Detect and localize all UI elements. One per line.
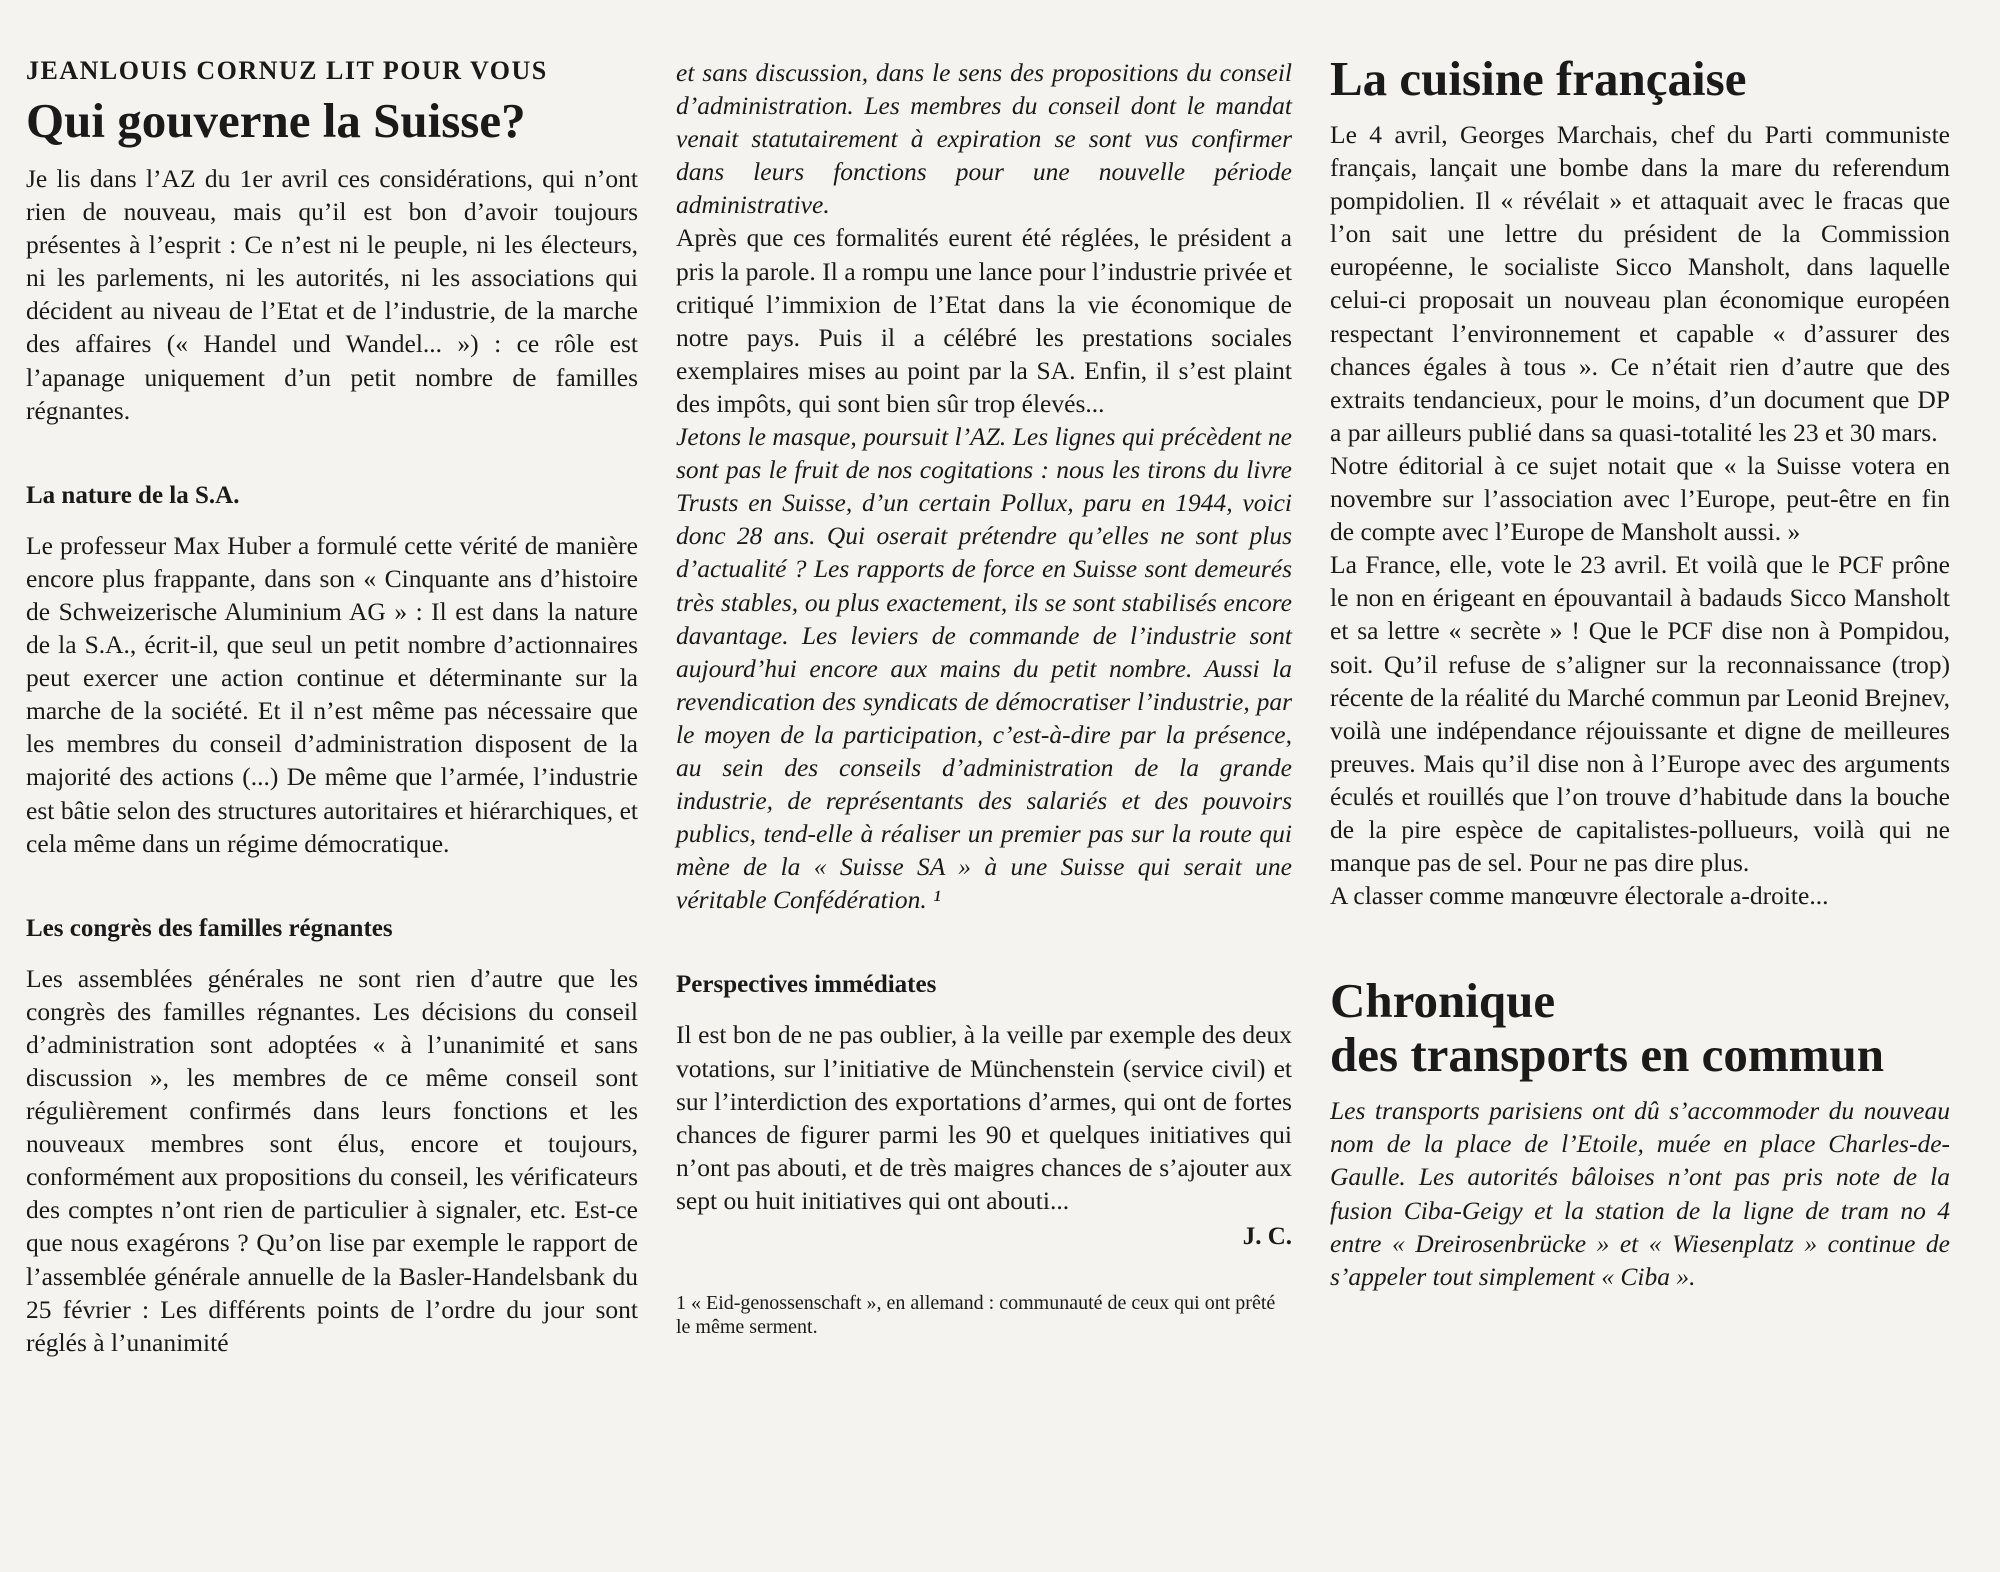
- paragraph: A classer comme manœuvre électorale a-droite...: [1330, 881, 1829, 911]
- subheading: Les congrès des familles régnantes: [26, 914, 393, 942]
- article-kicker: JEANLOUIS CORNUZ LIT POUR VOUS: [26, 56, 548, 85]
- footnote: 1 « Eid-genossenschaft », en allemand : communauté de ceux qui ont prêté le même serment.: [676, 1292, 1276, 1338]
- paragraph: Il est bon de ne pas oublier, à la veille par exemple des deux votations, sur l’initiative de Münchenstein (service civil) et sur l’interdiction des exportations d’armes, qui ont de fortes chances de figurer parmi les 90 et quelques initiatives qui n’ont pas abouti, et de très maigres chances de s’ajouter aux sept ou huit initiatives qui ont abouti...: [676, 1020, 1292, 1215]
- subheading: Perspectives immédiates: [676, 971, 937, 999]
- paragraph: La France, elle, vote le 23 avril. Et voilà que le PCF prône le non en érigeant en épouvantail à badauds Sicco Mansholt et sa lettre « secrète » ! Que le PCF dise non à Pompidou, soit. Qu’il refuse de s’aligner sur la reconnaissance (trop) récente de la réalité du Marché commun par Leonid Brejnev, voilà une indépendance réjouissante et digne de meilleures preuves. Mais qu’il dise non à l’Europe avec des arguments éculés et rouillés que l’on trouve d’habitude dans la bouche de la pire espèce de capitalistes-pollueurs, voilà qui ne manque pas de sel. Pour ne pas dire plus.: [1330, 550, 1950, 878]
- paragraph: Le professeur Max Huber a formulé cette vérité de manière encore plus frappante, dans son « Cinquante ans d’histoire de Schweizerische Aluminium AG » : Il est dans la nature de la S.A., écrit-il, que seul un petit nombre d’actionnaires peut exercer une action continue et déterminante sur la marche de la société. Et il n’est même pas nécessaire que les membres du conseil d’administration disposent de la majorité des actions (...) De même que l’armée, l’industrie est bâtie selon des structures autoritaires et hiérarchiques, et cela même dans un régime démocratique.: [26, 530, 638, 858]
- column-right: [1330, 52, 1950, 1293]
- article-headline: des transports en commun: [1330, 1027, 1884, 1083]
- spacer: [26, 860, 638, 914]
- column-middle: [676, 56, 1292, 1339]
- paragraph: Je lis dans l’AZ du 1er avril ces considérations, qui n’ont rien de nouveau, mais qu’il est bon d’avoir toujours présentes à l’esprit : Ce n’est ni le peuple, ni les électeurs, ni les parlements, ni les autorités, ni les associations qui décident au niveau de l’Etat et de l’industrie, de la marche des affaires (« Handel und Wandel... ») : ce rôle est l’apanage uniquement d’un petit nombre de familles régnantes.: [26, 164, 638, 425]
- subheading: La nature de la S.A.: [26, 481, 240, 509]
- column-left: [26, 56, 638, 1359]
- signature: J. C.: [1242, 1223, 1292, 1250]
- paragraph: Jetons le masque, poursuit l’AZ. Les lignes qui précèdent ne sont pas le fruit de nos cogitations : nous les tirons du livre Trusts en Suisse, d’un certain Pollux, paru en 1944, voici donc 28 ans. Qui oserait prétendre qu’elles ne sont plus d’actualité ? Les rapports de force en Suisse sont demeurés très stables, ou plus exactement, ils se sont stabilisés encore davantage. Les leviers de commande de l’industrie sont aujourd’hui encore aux mains du petit nombre. Aussi la revendication des syndicats de démocratiser l’industrie, par le moyen de la participation, c’est-à-dire par la présence, au sein des conseils d’administration de la grande industrie, de représentants des salariés et des pouvoirs publics, tend-elle à réaliser un premier pas sur la route qui mène de la « Suisse SA » à une Suisse qui serait une véritable Confédération. ¹: [676, 422, 1292, 915]
- paragraph: Les assemblées générales ne sont rien d’autre que les congrès des familles régnantes. Les décisions du conseil d’administration sont adoptées « à l’unanimité et sans discussion », les membres de ce même conseil sont régulièrement confirmés dans leurs fonctions et les nouveaux membres sont élus, encore et toujours, conformément aux propositions du conseil, les vérificateurs des comptes n’ont rien de particulier à signaler, etc. Est-ce que nous exagérons ? Qu’on lise par exemple le rapport de l’assemblée générale annuelle de la Basler-Handelsbank du 25 février : Les différents points de l’ordre du jour sont réglés à l’unanimité: [26, 963, 638, 1357]
- paragraph: Le 4 avril, Georges Marchais, chef du Parti communiste français, lançait une bombe dans la mare du referendum pompidolien. Il « révélait » et attaquait avec le fracas que l’on sait une lettre du président de la Commission européenne, le socialiste Sicco Mansholt, dans laquelle celui-ci proposait un nouveau plan économique européen respectant l’environnement et capable « d’assurer des chances égales à tous ». Ce n’était rien d’autre que des extraits tendancieux, pour le moins, d’un document que DP a par ailleurs publié dans sa quasi-totalité les 23 et 30 mars.: [1330, 120, 1950, 447]
- paragraph: et sans discussion, dans le sens des propositions du conseil d’administration. Les membres du conseil dont le mandat venait statutairement à expiration se sont vus confirmer dans leurs fonctions pour une nouvelle période administrative.: [676, 58, 1292, 220]
- spacer: [1330, 912, 1950, 974]
- spacer: [26, 427, 638, 481]
- paragraph: Après que ces formalités eurent été réglées, le président a pris la parole. Il a rompu une lance pour l’industrie privée et critiqué l’immixion de l’Etat dans la vie économique de notre pays. Puis il a célébré les prestations sociales exemplaires mises au point par la SA. Enfin, il s’est plaint des impôts, qui sont bien sûr trop élevés...: [676, 223, 1292, 418]
- article-headline: Qui gouverne la Suisse?: [26, 93, 526, 148]
- article-headline: Chronique: [1330, 973, 1556, 1029]
- article-headline: La cuisine française: [1330, 51, 1747, 106]
- paragraph: Les transports parisiens ont dû s’accommoder du nouveau nom de la place de l’Etoile, muée en place Charles-de-Gaulle. Les autorités bâloises n’ont pas pris note de la fusion Ciba-Geigy et la station de la ligne de tram no 4 entre « Dreirosenbrücke » et « Wiesenplatz » continue de s’appeler tout simplement « Ciba ».: [1330, 1096, 1950, 1291]
- spacer: [676, 1251, 1292, 1291]
- spacer: [676, 916, 1292, 970]
- paragraph: Notre éditorial à ce sujet notait que « la Suisse votera en novembre sur l’association avec l’Europe, peut-être en fin de compte avec l’Europe de Mansholt aussi. »: [1330, 450, 1950, 547]
